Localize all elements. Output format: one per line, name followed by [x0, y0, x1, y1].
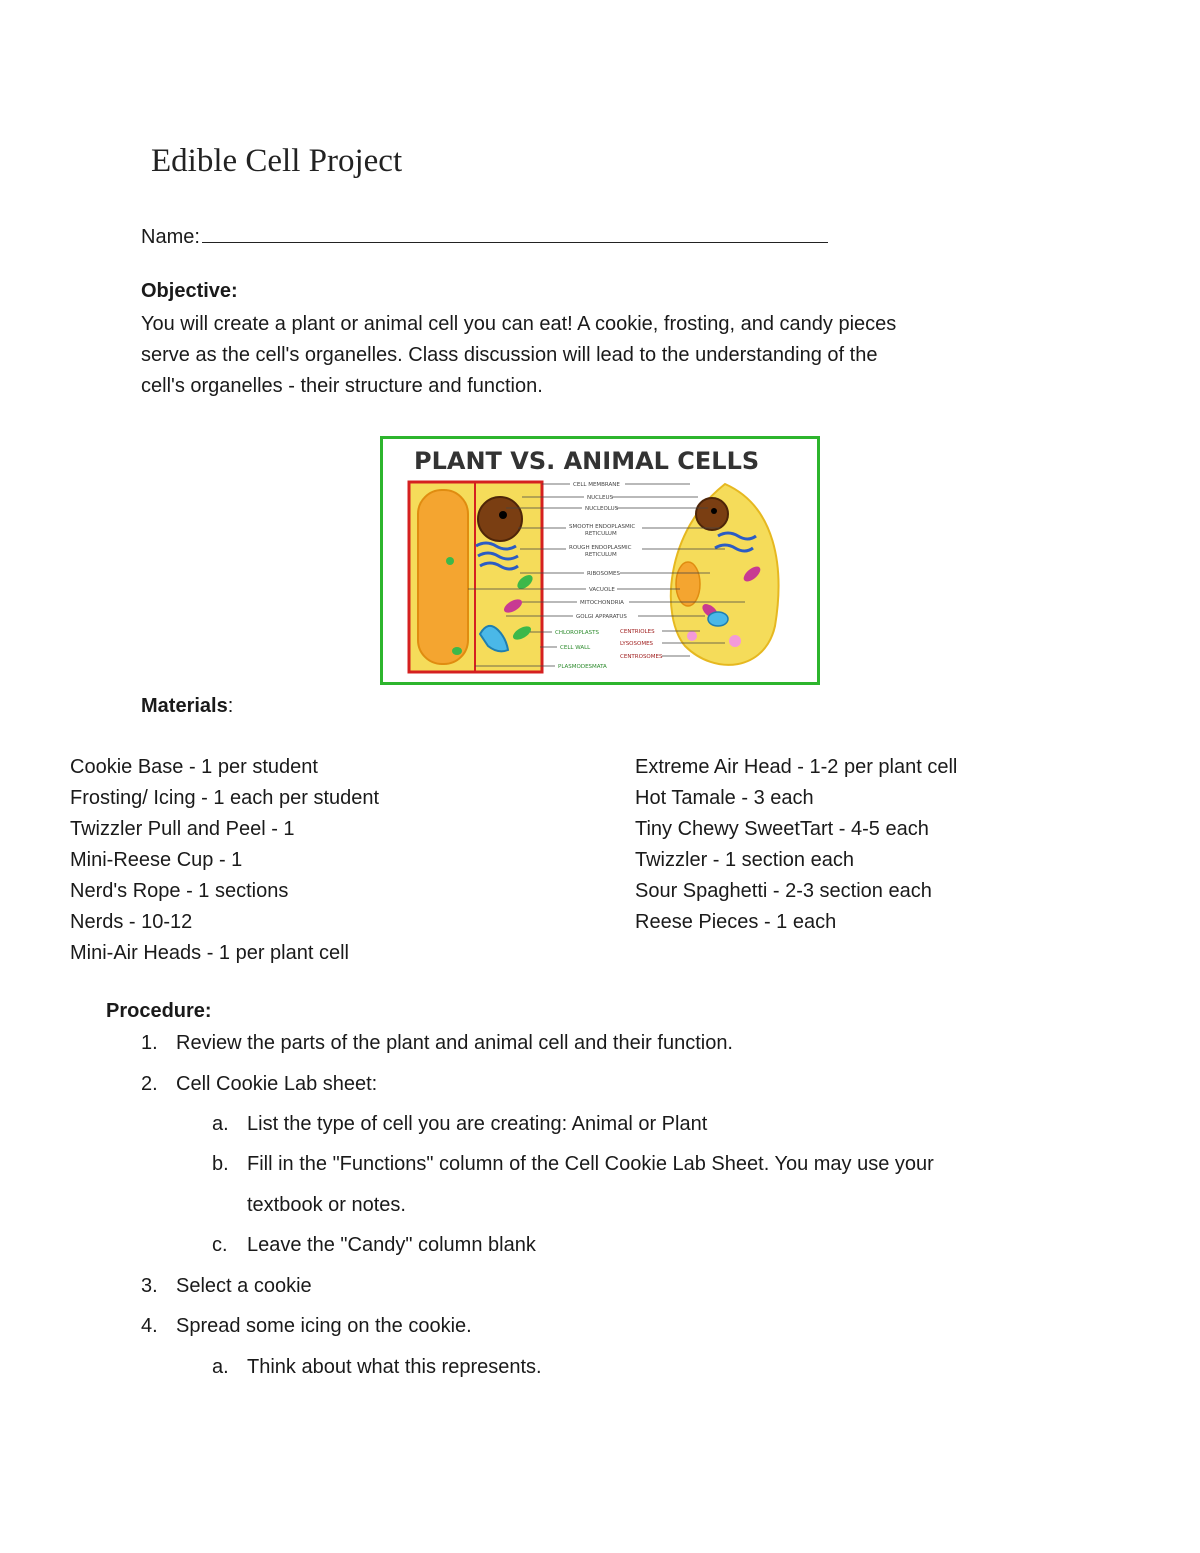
- material-item: Nerd's Rope - 1 sections: [70, 880, 289, 902]
- label-plasmodesmata: PLASMODESMATA: [558, 664, 607, 670]
- plant-cell: [409, 482, 542, 672]
- material-item: Cookie Base - 1 per student: [70, 756, 318, 778]
- name-field[interactable]: [141, 222, 828, 249]
- material-item: Mini-Air Heads - 1 per plant cell: [70, 942, 349, 964]
- label-centrioles: CENTRIOLES: [620, 629, 655, 635]
- label-nucleus: NUCLEUS: [587, 495, 614, 501]
- material-item: Nerds - 10-12: [70, 911, 193, 933]
- material-item: Reese Pieces - 1 each: [635, 911, 837, 933]
- materials-heading: Materials:: [141, 695, 234, 717]
- animal-vacuole: [676, 562, 700, 606]
- label-smooth-er: SMOOTH ENDOPLASMIC: [569, 524, 636, 530]
- material-item: Extreme Air Head - 1-2 per plant cell: [635, 756, 958, 778]
- material-item: Tiny Chewy SweetTart - 4-5 each: [635, 818, 929, 840]
- objective-body: [141, 309, 1071, 402]
- material-item: Mini-Reese Cup - 1: [70, 849, 243, 871]
- plant-nucleus: [478, 497, 522, 541]
- animal-nucleus: [696, 498, 728, 530]
- label-cell-membrane: CELL MEMBRANE: [573, 482, 620, 488]
- materials-right-list: [635, 752, 957, 938]
- plant-vacuole: [418, 490, 468, 664]
- objective-heading: Objective:: [141, 280, 238, 302]
- label-smooth-er-2: RETICULUM: [585, 531, 617, 537]
- plant-vs-animal-cells-diagram: [380, 436, 820, 685]
- page-title: Edible Cell Project: [151, 143, 403, 179]
- material-item: Frosting/ Icing - 1 each per student: [70, 787, 380, 809]
- label-mitochondria: MITOCHONDRIA: [580, 600, 624, 606]
- label-vacuole: VACUOLE: [589, 587, 615, 593]
- diagram-title: PLANT VS. ANIMAL CELLS: [414, 447, 760, 475]
- material-item: Hot Tamale - 3 each: [635, 787, 814, 809]
- label-nucleolus: NUCLEOLUS: [585, 506, 619, 512]
- label-ribosomes: RIBOSOMES: [587, 571, 620, 577]
- name-label: Name:: [141, 226, 200, 248]
- label-lysosomes: LYSOSOMES: [620, 641, 654, 647]
- objective-line: cell's organelles - their structure and function.: [141, 375, 543, 397]
- label-golgi: GOLGI APPARATUS: [576, 614, 627, 620]
- label-cell-wall: CELL WALL: [560, 645, 591, 651]
- objective-line: You will create a plant or animal cell you can eat! A cookie, frosting, and candy pieces: [141, 313, 897, 335]
- name-underline: [202, 222, 828, 243]
- label-chloroplasts: CHLOROPLASTS: [555, 630, 599, 636]
- objective-line: serve as the cell's organelles. Class discussion will lead to the understanding of the: [141, 344, 878, 366]
- label-rough-er: ROUGH ENDOPLASMIC: [569, 545, 632, 551]
- materials-left-list: [70, 752, 379, 969]
- procedure-heading: Procedure:: [106, 1000, 212, 1022]
- label-centrosomes: CENTROSOMES: [620, 654, 663, 660]
- material-item: Sour Spaghetti - 2-3 section each: [635, 880, 932, 902]
- material-item: Twizzler - 1 section each: [635, 849, 854, 871]
- material-item: Twizzler Pull and Peel - 1: [70, 818, 295, 840]
- label-rough-er-2: RETICULUM: [585, 552, 617, 558]
